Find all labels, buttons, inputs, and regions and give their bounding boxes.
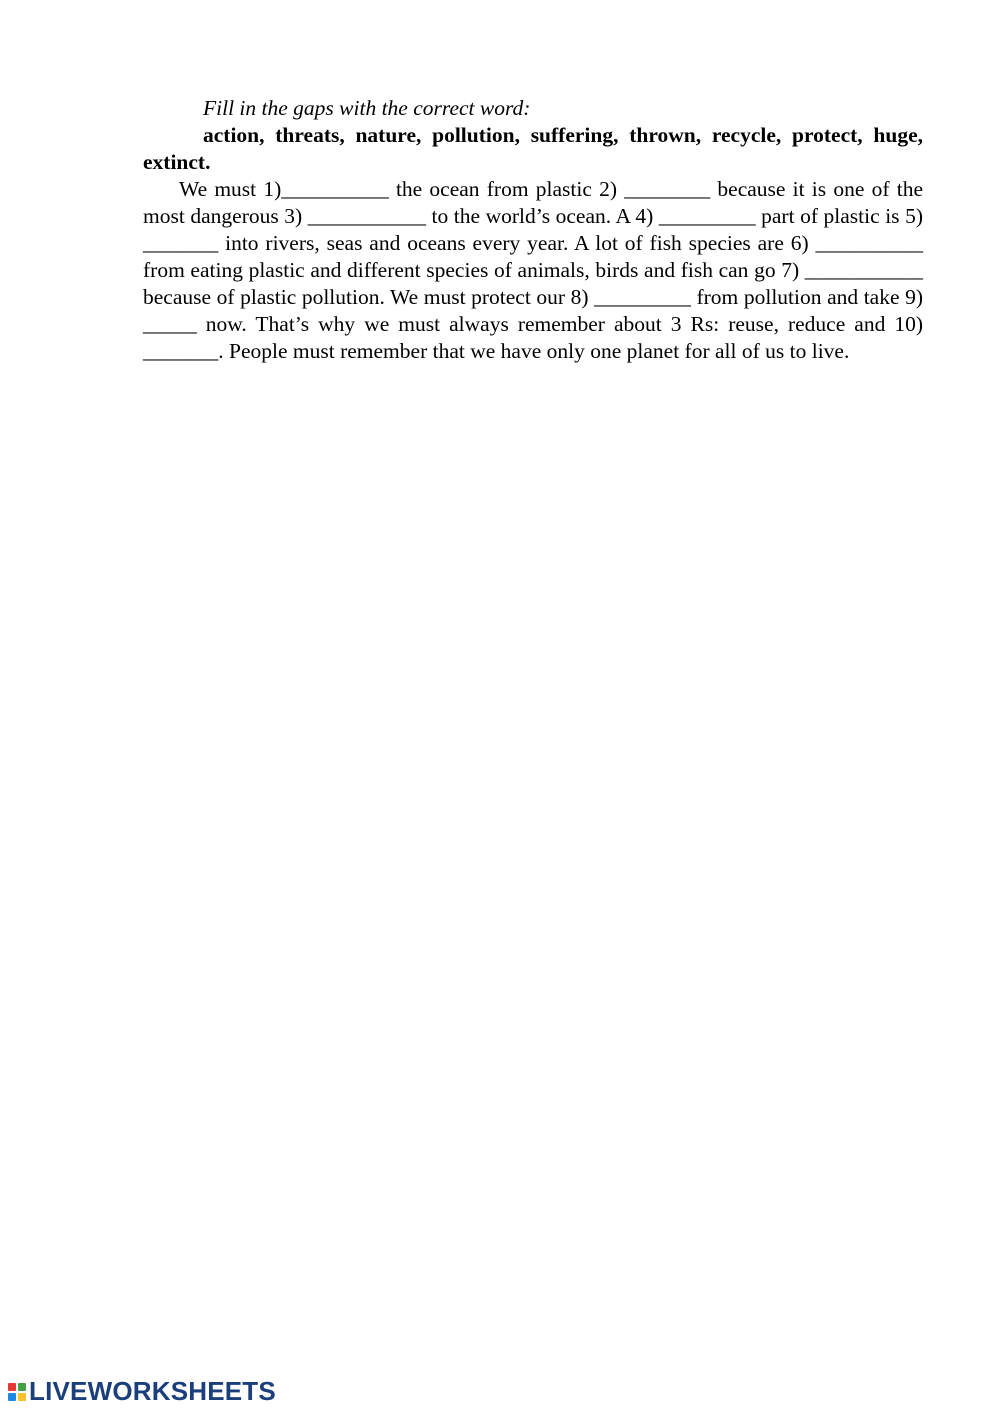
logo-square — [8, 1393, 16, 1401]
brand-name: LIVEWORKSHEETS — [29, 1376, 276, 1406]
liveworksheets-logo-icon — [8, 1383, 26, 1401]
logo-square — [18, 1383, 26, 1391]
logo-square — [8, 1383, 16, 1391]
instruction-text: Fill in the gaps with the correct word: — [203, 96, 531, 120]
passage-text: We must 1)__________ the ocean from plastic 2) ________ because it is one of the most dangerous 3) ___________ to the world’s ocean. A 4) _________ part of plastic is 5) _______ into rivers, seas and oceans every year. A lot of fish species are 6) __________ from eating plastic and different species of animals, birds and fish can go 7) ___________ because of plastic pollution. We must protect our 8) _________ from pollution and take 9) _____ now. That’s why we must always remember about 3 Rs: reuse, reduce and 10) _______. People must remember that we have only one planet for all of us to live. — [143, 177, 929, 363]
logo-square — [18, 1393, 26, 1401]
gap-fill-passage — [143, 176, 929, 365]
liveworksheets-brand — [8, 1376, 276, 1407]
word-bank: action, threats, nature, pollution, suffering, thrown, recycle, protect, huge, extinct. — [143, 123, 923, 174]
worksheet — [143, 95, 929, 365]
